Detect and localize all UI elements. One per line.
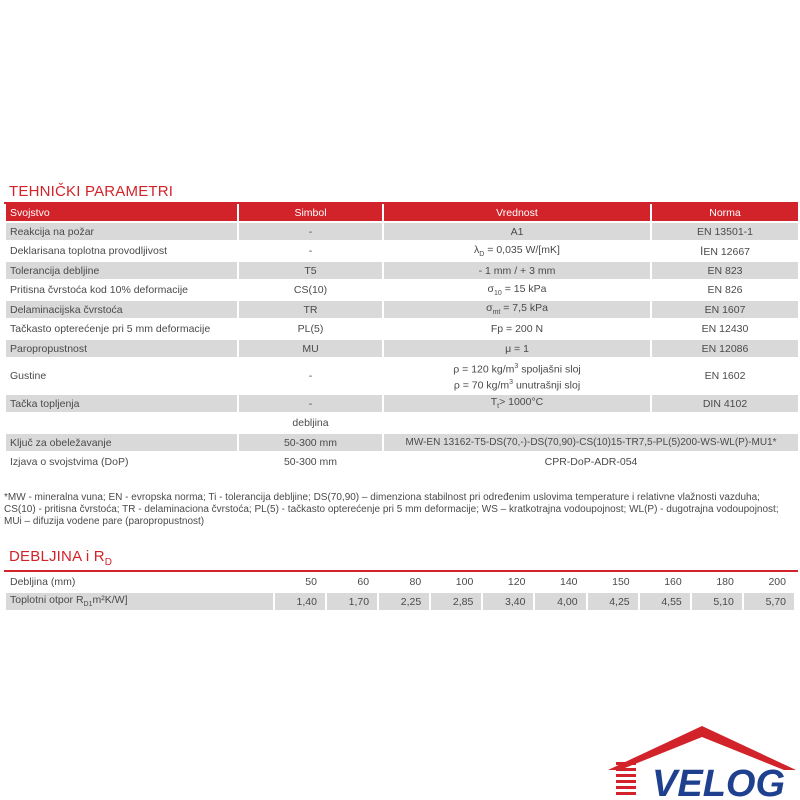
symbol-cell: 50-300 mm <box>239 434 382 451</box>
technical-parameters-table <box>4 202 800 473</box>
resistance-cell: 3,40 <box>483 593 533 610</box>
property-cell: Delaminacijska čvrstoća <box>6 301 237 318</box>
thickness-cell: 160 <box>640 573 690 591</box>
table-row <box>6 223 798 240</box>
table-row <box>6 281 798 299</box>
table-row <box>6 340 798 357</box>
thickness-cell: 120 <box>483 573 533 591</box>
norm-cell: EN 12430 <box>652 320 798 338</box>
table-header-row <box>6 204 798 221</box>
norm-cell: EN 826 <box>652 281 798 299</box>
property-cell: Deklarisana toplotna provodljivost <box>6 242 237 260</box>
norm-cell: EN 823 <box>652 262 798 279</box>
value-cell: - 1 mm / + 3 mm <box>384 262 650 279</box>
norm-cell: DIN 4102 <box>652 395 798 412</box>
resistance-cell: 4,25 <box>588 593 638 610</box>
symbol-cell: TR <box>239 301 382 318</box>
table-row <box>6 395 798 412</box>
symbol-cell: - <box>239 242 382 260</box>
thickness-cell: 200 <box>744 573 794 591</box>
norm-cell: EN 1607 <box>652 301 798 318</box>
resistance-cell: 5,10 <box>692 593 742 610</box>
symbol-cell: PL(5) <box>239 320 382 338</box>
velog-logo <box>604 720 800 800</box>
header-norm: Norma <box>652 204 798 221</box>
table-row <box>6 301 798 318</box>
property-cell: Pritisna čvrstoća kod 10% deformacije <box>6 281 237 299</box>
symbol-cell: - <box>239 395 382 412</box>
table-row <box>6 262 798 279</box>
norm-cell: EN 13501-1 <box>652 223 798 240</box>
resistance-row <box>6 593 794 610</box>
thickness-cell: 60 <box>327 573 377 591</box>
thickness-row <box>6 573 794 591</box>
property-cell: Reakcija na požar <box>6 223 237 240</box>
header-symbol: Simbol <box>239 204 382 221</box>
norm-cell: EN 12086 <box>652 340 798 357</box>
text-cursor-icon: I <box>699 244 704 258</box>
thickness-cell: 50 <box>275 573 325 591</box>
thickness-cell: 80 <box>379 573 429 591</box>
logo-text: VELOG <box>652 763 786 800</box>
table-row <box>6 320 798 338</box>
row-label: Toplotni otpor $R_{D1}m^2K/W$] <box>6 593 273 610</box>
property-cell: Gustine <box>6 359 237 393</box>
symbol-cell: CS(10) <box>239 281 382 299</box>
header-value: Vrednost <box>384 204 650 221</box>
symbol-cell: - <box>239 359 382 393</box>
value-cell: μ = 1 <box>384 340 650 357</box>
footnote: *MW - mineralna vuna; EN - evropska norma; Ti - tolerancija debljine; DS(70,90) – dimenziona stabilnost pri određenim uslovima temperature i relativne vlažnosti vazduha; CS(10) - pritisna čvrstoća; TR - delaminaciona čvrstoća; PL(5) - tačkasto opterećenje pri 5 mm deformacije; WS – kratkotrajna vodoupojnost; WL(P) - dugotrajna vodoupojnost; MUi – difuzija vodene pare (paropropustnost) <box>4 492 779 527</box>
dop-cell: CPR-DoP-ADR-054 <box>384 453 798 471</box>
property-cell: Tačka topljenja <box>6 395 237 412</box>
thickness-cell: 140 <box>535 573 585 591</box>
value-cell: A1 <box>384 223 650 240</box>
table-row <box>6 242 798 260</box>
thickness-label: debljina <box>239 414 382 432</box>
thickness-cell: 150 <box>588 573 638 591</box>
property-cell: Paropropustnost <box>6 340 237 357</box>
section-title-thickness: DEBLJINA i $R_D$ <box>9 548 113 568</box>
resistance-cell: 4,00 <box>535 593 585 610</box>
resistance-cell: 2,85 <box>431 593 481 610</box>
symbol-cell: T5 <box>239 262 382 279</box>
symbol-cell: - <box>239 223 382 240</box>
norm-cell: IEN 12667 <box>652 242 798 260</box>
row-label: Debljina (mm) <box>6 573 273 591</box>
thickness-cell: 100 <box>431 573 481 591</box>
resistance-cell: 5,70 <box>744 593 794 610</box>
resistance-cell: 1,40 <box>275 593 325 610</box>
marking-code-cell: MW-EN 13162-T5-DS(70,-)-DS(70,90)-CS(10)15-TR7,5-PL(5)200-WS-WL(P)-MU1* <box>384 434 798 451</box>
resistance-cell: 4,55 <box>640 593 690 610</box>
value-cell: $\lambda_D = 0,035$ W/[mK] <box>384 242 650 260</box>
table-row <box>6 434 798 451</box>
thickness-cell: 180 <box>692 573 742 591</box>
table-row <box>6 453 798 471</box>
value-cell: Fp = 200 N <box>384 320 650 338</box>
section-title-technical: TEHNIČKI PARAMETRI <box>9 183 174 200</box>
value-cell: $\sigma_{10} = 15$ kPa <box>384 281 650 299</box>
table-row <box>6 414 798 432</box>
resistance-cell: 2,25 <box>379 593 429 610</box>
property-cell: Tolerancija debljine <box>6 262 237 279</box>
header-property: Svojstvo <box>6 204 237 221</box>
value-cell: $\sigma_{mt} = 7,5$ kPa <box>384 301 650 318</box>
resistance-cell: 1,70 <box>327 593 377 610</box>
norm-cell: EN 1602 <box>652 359 798 393</box>
symbol-cell: 50-300 mm <box>239 453 382 471</box>
value-cell: $T_t> 1000^\circ C$ <box>384 395 650 412</box>
property-cell: Izjava o svojstvima (DoP) <box>6 453 237 471</box>
table-row <box>6 359 798 393</box>
property-cell: Ključ za obeležavanje <box>6 434 237 451</box>
symbol-cell: MU <box>239 340 382 357</box>
value-cell: ρ = 120 $kg/m^3$ spoljašni sloj ρ = 70 $kg/m^3$ unutrašnji sloj <box>384 359 650 393</box>
thickness-table <box>4 571 796 612</box>
property-cell: Tačkasto opterećenje pri 5 mm deformacije <box>6 320 237 338</box>
